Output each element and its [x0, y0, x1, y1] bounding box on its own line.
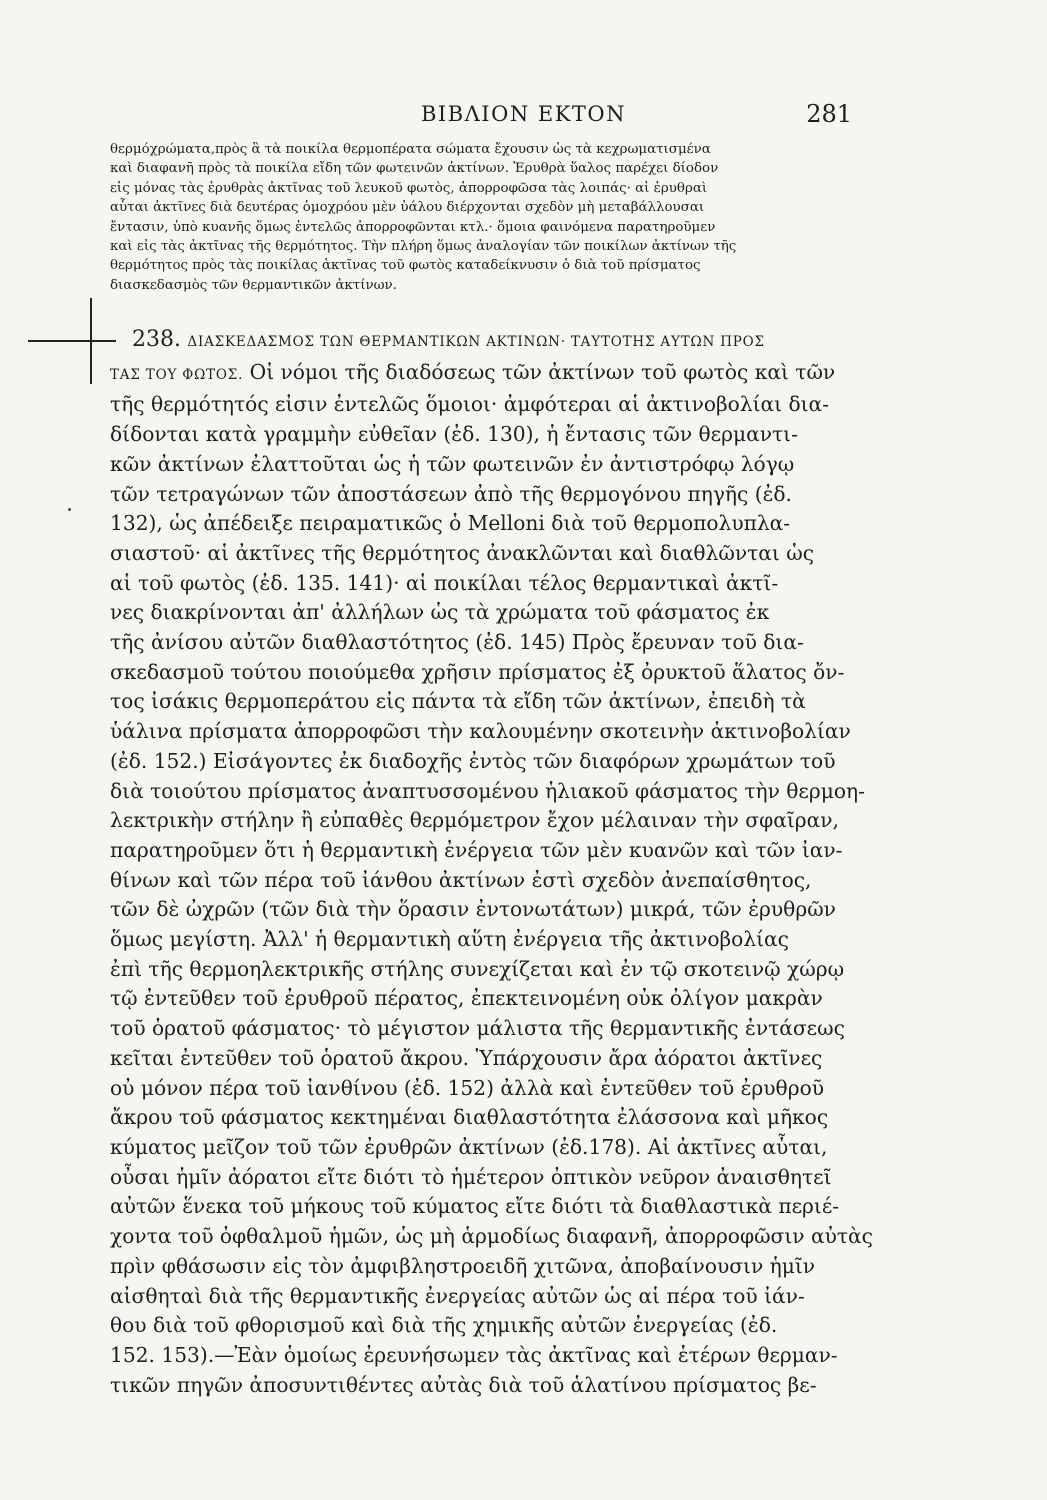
section-title: ΔΙΑΣΚΕΔΑΣΜΟΣ ΤΩΝ ΘΕΡΜΑΝΤΙΚΩΝ ΑΚΤΙΝΩΝ· ΤΑΥΤΟΤΗΣ ΑΥΤΩΝ ΠΡΟΣ — [187, 334, 765, 350]
text-line: ὑάλινα πρίσματα ἀπορροφῶσι τὴν καλουμένην σκοτεινὴν ἀκτινοβολίαν — [110, 719, 851, 744]
section-first-text: Οἱ νόμοι τῆς διαδόσεως τῶν ἀκτίνων τοῦ φωτὸς καὶ τῶν — [249, 359, 836, 384]
text-line: θου διὰ τοῦ φθορισμοῦ καὶ διὰ τῆς χημικῆς αὐτῶν ἐνεργείας (ἐδ. — [110, 1313, 778, 1338]
text-line: οὐ μόνον πέρα τοῦ ἰανθίνου (ἐδ. 152) ἀλλὰ καὶ ἐντεῦθεν τοῦ ἐρυθροῦ — [110, 1075, 825, 1100]
margin-cross-mark — [28, 298, 118, 384]
text-line: 132), ὡς ἀπέδειξε πειραματικῶς ὁ Melloni διὰ τοῦ θερμοπολυπλα- — [110, 511, 791, 536]
text-line: κεῖται ἐντεῦθεν τοῦ ὁρατοῦ ἄκρου. Ὑπάρχουσιν ἄρα ἀόρατοι ἀκτῖνες — [110, 1045, 823, 1070]
text-line: 152. 153).—Ἐὰν ὁμοίως ἐρευνήσωμεν τὰς ἀκτῖνας καὶ ἑτέρων θερμαν- — [110, 1342, 838, 1367]
text-line: τῷ ἐντεῦθεν τοῦ ἐρυθροῦ πέρατος, ἐπεκτεινομένη οὐκ ὀλίγον μακρὰν — [110, 986, 823, 1011]
text-line: θερμότητος πρὸς τὰς ποικίλας ἀκτῖνας τοῦ φωτὸς καταδείκνυσιν ὁ διὰ τοῦ πρίσματος — [110, 258, 701, 274]
text-line: διασκεδασμὸς τῶν θερμαντικῶν ἀκτίνων. — [110, 277, 397, 293]
text-line: τῆς ἀνίσου αὐτῶν διαθλαστότητος (ἐδ. 145) Πρὸς ἔρευναν τοῦ δια- — [110, 630, 804, 655]
text-line: δίδονται κατὰ γραμμὴν εὐθεῖαν (ἐδ. 130), ἡ ἔντασις τῶν θερμαντι- — [110, 422, 798, 447]
text-line: κύματος μεῖζον τοῦ τῶν ἐρυθρῶν ἀκτίνων (ἐδ.178). Αἱ ἀκτῖνες αὗται, — [110, 1134, 828, 1159]
text-line: αὗται ἀκτῖνες διὰ δευτέρας ὁμοχρόου μὲν ὑάλου διέρχονται σχεδὸν μὴ μεταβάλλουσαι — [110, 200, 705, 216]
text-line: ἐπὶ τῆς θερμοηλεκτρικῆς στήλης συνεχίζεται καὶ ἐν τῷ σκοτεινῷ χώρῳ — [110, 956, 845, 981]
text-line: τῆς θερμότητός εἰσιν ἐντελῶς ὅμοιοι· ἀμφότεραι αἱ ἀκτινοβολίαι δια- — [110, 392, 830, 417]
text-line: αἰσθηταὶ διὰ τῆς θερμαντικῆς ἐνεργείας αὐτῶν ὡς αἱ πέρα τοῦ ἰάν- — [110, 1283, 805, 1308]
text-line: κῶν ἀκτίνων ἐλαττοῦται ὡς ἡ τῶν φωτεινῶν ἐν ἀντιστρόφῳ λόγῳ — [110, 451, 795, 476]
text-line: τοῦ ὁρατοῦ φάσματος· τὸ μέγιστον μάλιστα τῆς θερμαντικῆς ἐντάσεως — [110, 1016, 845, 1041]
section-number: 238. — [132, 327, 181, 352]
text-line: (ἐδ. 152.) Εἰσάγοντες ἐκ διαδοχῆς ἐντὸς τῶν διαφόρων χρωμάτων τοῦ — [110, 748, 836, 773]
text-line: χοντα τοῦ ὀφθαλμοῦ ἡμῶν, ὡς μὴ ἁρμοδίως διαφανῆ, ἀπορροφῶσιν αὐτὰς — [110, 1224, 873, 1249]
text-line: παρατηροῦμεν ὅτι ἡ θερμαντικὴ ἐνέργεια τῶν μὲν κυανῶν καὶ τῶν ἰαν- — [110, 837, 843, 862]
page-number: 281 — [806, 100, 852, 128]
text-line: καὶ εἰς τὰς ἀκτῖνας τῆς θερμότητος. Τὴν πλήρη ὅμως ἀναλογίαν τῶν ποικίλων ἀκτίνων τῆς — [110, 239, 737, 255]
section-heading — [110, 325, 882, 358]
text-line: πρὶν φθάσωσιν εἰς τὸν ἀμφιβληστροειδῆ χιτῶνα, ἀποβαίνουσιν ἡμῖν — [110, 1253, 816, 1278]
stray-mark — [68, 508, 71, 511]
text-line: τος ἰσάκις θερμοπεράτου εἰς πάντα τὰ εἴδη τῶν ἀκτίνων, ἐπειδὴ τὰ — [110, 689, 806, 714]
text-line: αὐτῶν ἕνεκα τοῦ μήκους τοῦ κύματος εἴτε διότι τὰ διαθλαστικὰ περιέ- — [110, 1194, 840, 1219]
text-line: νες διακρίνονται ἀπ' ἀλλήλων ὡς τὰ χρώματα τοῦ φάσματος ἐκ — [110, 600, 770, 625]
text-line: λεκτρικὴν στήλην ἢ εὐπαθὲς θερμόμετρον ἔχον μέλαιναν τὴν σφαῖραν, — [110, 808, 839, 833]
text-line: ἔντασιν, ὑπὸ κυανῆς ὅμως ἐντελῶς ἀπορροφῶνται κτλ.· ὅμοια φαινόμενα παρατηροῦμεν — [110, 219, 716, 235]
text-line: ὅμως μεγίστη. Ἀλλ' ἡ θερμαντικὴ αὕτη ἐνέργεια τῆς ἀκτινοβολίας — [110, 927, 789, 952]
text-line: οὖσαι ἡμῖν ἀόρατοι εἴτε διότι τὸ ἡμέτερον ὀπτικὸν νεῦρον ἀναισθητεῖ — [110, 1164, 832, 1189]
text-line: τῶν δὲ ὠχρῶν (τῶν διὰ τὴν ὅρασιν ἐντονωτάτων) μικρά, τῶν ἐρυθρῶν — [110, 897, 836, 922]
running-title: ΒΙΒΛΙΟΝ ΕΚΤΟΝ — [420, 102, 626, 126]
section-title-end: ΤΑΣ ΤΟΥ ΦΩΤΟΣ. — [110, 366, 244, 383]
small-print-paragraph — [110, 140, 878, 295]
section-heading-continued — [110, 358, 882, 391]
text-line: τῶν τετραγώνων τῶν ἀποστάσεων ἀπὸ τῆς θερμογόνου πηγῆς (ἐδ. — [110, 481, 792, 506]
running-head — [0, 96, 1047, 130]
text-line: εἰς μόνας τὰς ἐρυθρὰς ἀκτῖνας τοῦ λευκοῦ φωτὸς, ἀπορροφῶσα τὰς λοιπάς· αἱ ἐρυθραὶ — [110, 180, 708, 196]
text-line: θίνων καὶ τῶν πέρα τοῦ ἰάνθου ἀκτίνων ἐστὶ σχεδὸν ἀνεπαίσθητος, — [110, 867, 812, 892]
text-line: τικῶν πηγῶν ἀποσυντιθέντες αὐτὰς διὰ τοῦ ἁλατίνου πρίσματος βε- — [110, 1372, 817, 1397]
text-line: θερμόχρώματα,πρὸς ἃ τὰ ποικίλα θερμοπέρατα σώματα ἔχουσιν ὡς τὰ κεχρωματισμένα — [110, 142, 711, 157]
text-line: καὶ διαφανῆ πρὸς τὰ ποικίλα εἴδη τῶν φωτεινῶν ἀκτίνων. Ἐρυθρὰ ὕαλος παρέχει δίοδον — [110, 161, 719, 177]
text-line: σιαστοῦ· αἱ ἀκτῖνες τῆς θερμότητος ἀνακλῶνται καὶ διαθλῶνται ὡς — [110, 540, 815, 565]
text-line: σκεδασμοῦ τούτου ποιούμεθα χρῆσιν πρίσματος ἐξ ὀρυκτοῦ ἅλατος ὄν- — [110, 659, 845, 684]
text-line: αἱ τοῦ φωτὸς (ἐδ. 135. 141)· αἱ ποικίλαι τέλος θερμαντικαὶ ἀκτῖ- — [110, 570, 779, 595]
text-line: διὰ τοιούτου πρίσματος ἀναπτυσσομένου ἡλιακοῦ φάσματος τὴν θερμοη- — [110, 778, 865, 803]
main-paragraph — [110, 325, 882, 1400]
text-line: ἄκρου τοῦ φάσματος κεκτημέναι διαθλαστότητα ἐλάσσονα καὶ μῆκος — [110, 1105, 829, 1130]
